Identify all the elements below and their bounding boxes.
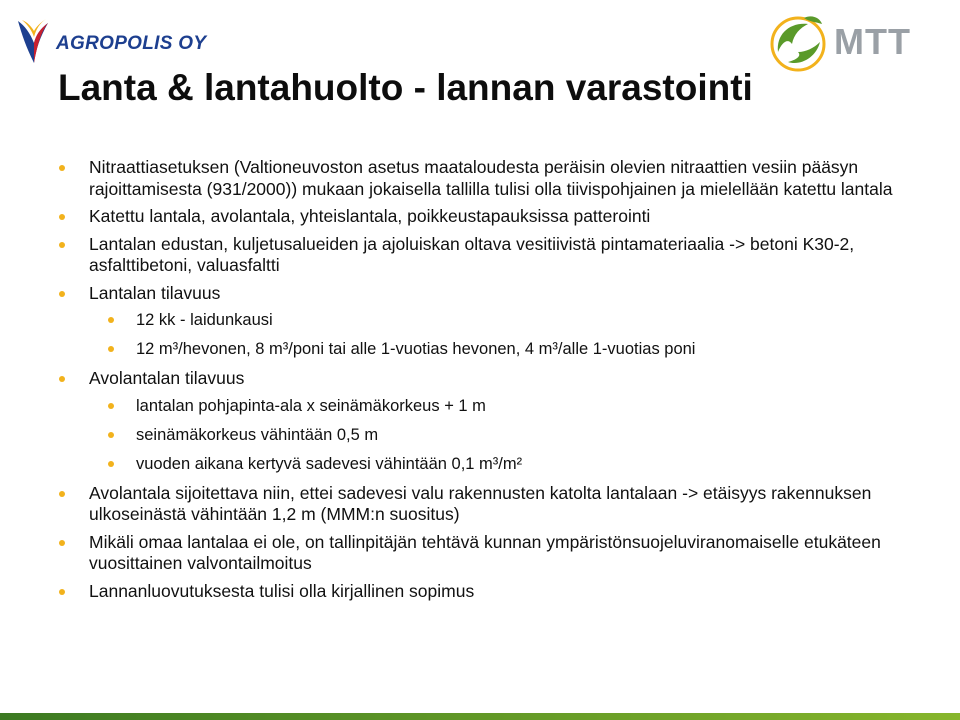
- bullet-item: [56, 581, 906, 603]
- bullet-text: Lannanluovutuksesta tulisi olla kirjallinen sopimus: [89, 580, 475, 601]
- bullet-item: [56, 532, 906, 575]
- bullet-list: [56, 157, 906, 608]
- sub-bullet-item: [56, 310, 906, 331]
- bullet-dot-icon: [59, 540, 65, 546]
- bullet-text: Avolantalan tilavuus: [89, 368, 245, 388]
- bullet-item: [56, 206, 906, 228]
- bullet-item: [56, 483, 906, 526]
- agropolis-logo: [16, 16, 206, 66]
- slide-title: Lanta & lantahuolto - lannan varastointi: [58, 67, 753, 108]
- sub-bullet-item: [56, 454, 906, 475]
- bullet-dot-icon: [59, 589, 65, 595]
- bullet-text: Lantalan edustan, kuljetusalueiden ja ajoluiskan oltava vesitiivistä pintamateriaalia -> betoni K30-2, asfalttibetoni, valuasfaltti: [89, 233, 855, 275]
- bullet-text: 12 m³/hevonen, 8 m³/poni tai alle 1-vuotias hevonen, 4 m³/alle 1-vuotias poni: [136, 340, 696, 358]
- bullet-item: [56, 368, 906, 390]
- sub-bullet-item: [56, 425, 906, 446]
- bullet-text: 12 kk - laidunkausi: [136, 311, 273, 329]
- bullet-dot-icon: [108, 403, 114, 409]
- bullet-dot-icon: [108, 432, 114, 438]
- bullet-text: Katettu lantala, avolantala, yhteislantala, poikkeustapauksissa patterointi: [89, 206, 651, 226]
- bottom-accent-bar: [0, 713, 960, 720]
- bullet-dot-icon: [108, 346, 114, 352]
- bullet-text: vuoden aikana kertyvä sadevesi vähintään 0,1 m³/m²: [136, 454, 523, 473]
- bullet-item: [56, 234, 906, 277]
- bullet-dot-icon: [59, 214, 65, 220]
- sub-bullet-item: [56, 339, 906, 360]
- bullet-dot-icon: [108, 317, 114, 323]
- bullet-item: [56, 283, 906, 305]
- bullet-dot-icon: [59, 491, 65, 497]
- bullet-dot-icon: [59, 165, 65, 171]
- bullet-text: Nitraattiasetuksen (Valtioneuvoston asetus maataloudesta peräisin olevien nitraattien vesiin pääsyn rajoittamisesta (931/2000)) mukaan jokaisella tallilla tulisi olla tiivispohjainen ja mielellään katettu lantala: [89, 157, 893, 199]
- mtt-logo-text: MTT: [834, 21, 911, 62]
- bullet-text: Lantalan tilavuus: [89, 282, 221, 303]
- bullet-text: Avolantala sijoitettava niin, ettei sadevesi valu rakennusten katolta lantalaan -> etäisyys rakennuksen ulkoseinästä vähintään 1,2 m (MMM:n suositus): [89, 482, 872, 524]
- bullet-text: seinämäkorkeus vähintään 0,5 m: [136, 425, 379, 444]
- bullet-dot-icon: [59, 242, 65, 248]
- bullet-dot-icon: [59, 376, 65, 382]
- bullet-dot-icon: [59, 291, 65, 297]
- sub-bullet-item: [56, 396, 906, 417]
- agropolis-logo-text: AGROPOLIS OY: [56, 33, 207, 54]
- agropolis-leaf-icon: [16, 17, 50, 65]
- bullet-dot-icon: [108, 461, 114, 467]
- bullet-item: [56, 157, 906, 200]
- bullet-text: Mikäli omaa lantalaa ei ole, on tallinpitäjän tehtävä kunnan ympäristönsuojeluviranomaiselle etukäteen vuosittainen valvontailmoitus: [89, 531, 881, 573]
- bullet-text: lantalan pohjapinta-ala x seinämäkorkeus + 1 m: [136, 396, 486, 415]
